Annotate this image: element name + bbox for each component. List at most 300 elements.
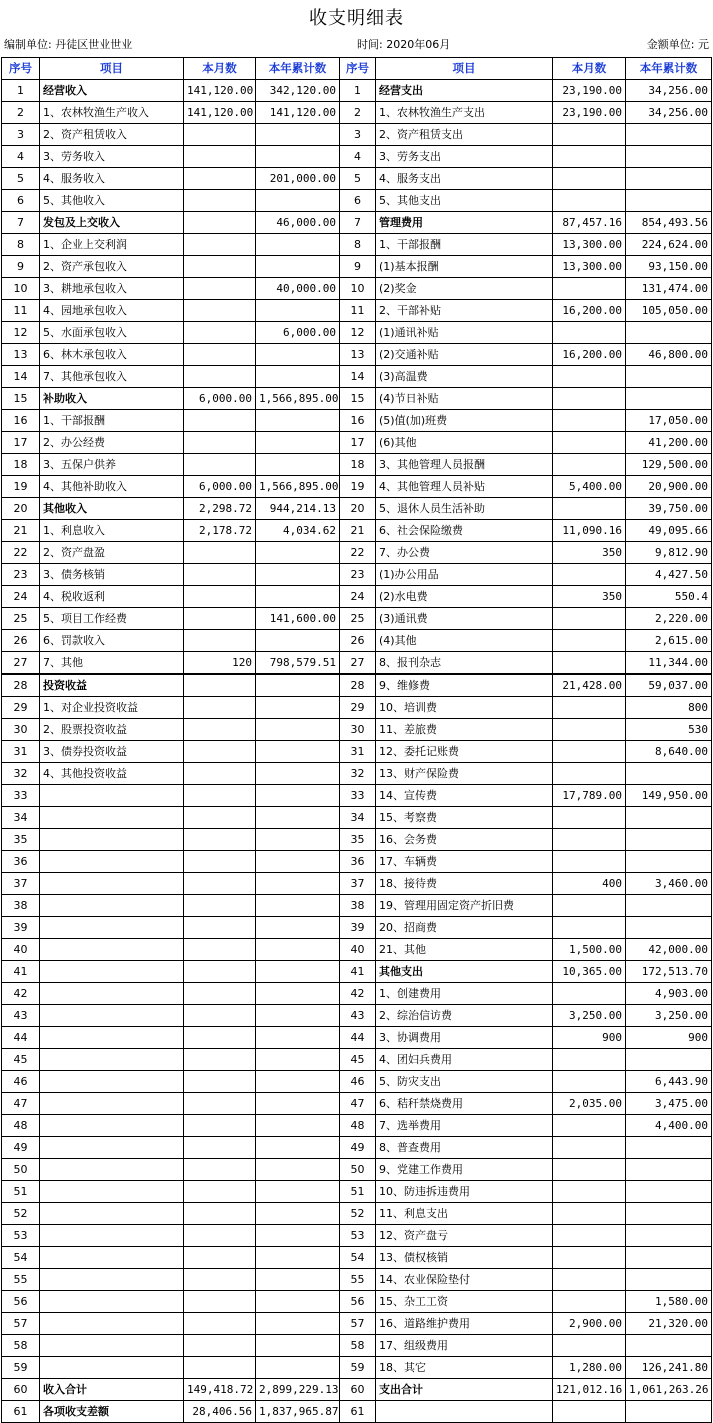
table-row — [2, 212, 712, 234]
expense-month-cell — [553, 741, 626, 763]
income-item-cell: 发包及上交收入 — [40, 212, 184, 234]
expense-ytd-cell — [626, 1159, 712, 1181]
table-row — [2, 829, 712, 851]
table-row — [2, 608, 712, 630]
table-row — [2, 80, 712, 102]
table-row — [2, 1115, 712, 1137]
income-item-cell: 3、债务核销 — [40, 564, 184, 586]
expense-month-cell: 11,090.16 — [553, 520, 626, 542]
expense-item-cell: 1、农林牧渔生产支出 — [376, 102, 553, 124]
income-month-cell — [184, 851, 256, 873]
income-ytd-cell: 141,120.00 — [256, 102, 340, 124]
table-row — [2, 1159, 712, 1181]
income-month-cell — [184, 586, 256, 608]
expense-month-cell — [553, 1137, 626, 1159]
expense-item-cell: 20、招商费 — [376, 917, 553, 939]
table-row — [2, 630, 712, 652]
income-month-cell — [184, 1093, 256, 1115]
income-item-cell — [40, 1335, 184, 1357]
expense-item-cell: 1、创建费用 — [376, 983, 553, 1005]
expense-ytd-cell: 39,750.00 — [626, 498, 712, 520]
expense-ytd-cell — [626, 895, 712, 917]
income-ytd-cell — [256, 1269, 340, 1291]
expense-seq-cell: 8 — [340, 234, 376, 256]
expense-item-cell: 经营支出 — [376, 80, 553, 102]
expense-item-cell: (1)通讯补贴 — [376, 322, 553, 344]
expense-item-cell: 19、管理用固定资产折旧费 — [376, 895, 553, 917]
income-month-cell: 6,000.00 — [184, 388, 256, 410]
income-month-cell — [184, 344, 256, 366]
income-seq-cell: 43 — [2, 1005, 40, 1027]
header-item-right: 项目 — [376, 58, 553, 80]
expense-ytd-cell: 4,400.00 — [626, 1115, 712, 1137]
income-month-cell — [184, 873, 256, 895]
table-row — [2, 1379, 712, 1401]
table-row — [2, 278, 712, 300]
income-item-cell: 投资收益 — [40, 674, 184, 697]
income-ytd-cell: 1,566,895.00 — [256, 388, 340, 410]
expense-seq-cell: 54 — [340, 1247, 376, 1269]
income-item-cell — [40, 807, 184, 829]
table-row — [2, 961, 712, 983]
expense-item-cell: 10、防违拆违费用 — [376, 1181, 553, 1203]
expense-month-cell: 23,190.00 — [553, 102, 626, 124]
expense-item-cell: 5、防灾支出 — [376, 1071, 553, 1093]
table-row — [2, 697, 712, 719]
income-item-cell — [40, 1225, 184, 1247]
income-month-cell — [184, 1225, 256, 1247]
income-item-cell — [40, 983, 184, 1005]
income-ytd-cell — [256, 1115, 340, 1137]
income-item-cell: 4、其他补助收入 — [40, 476, 184, 498]
expense-item-cell: 8、报刊杂志 — [376, 652, 553, 675]
income-seq-cell: 51 — [2, 1181, 40, 1203]
income-item-cell: 其他收入 — [40, 498, 184, 520]
income-item-cell: 6、林木承包收入 — [40, 344, 184, 366]
expense-month-cell — [553, 1269, 626, 1291]
expense-item-cell: 15、杂工工资 — [376, 1291, 553, 1313]
income-item-cell: 5、项目工作经费 — [40, 608, 184, 630]
expense-item-cell: 3、劳务支出 — [376, 146, 553, 168]
expense-ytd-cell: 59,037.00 — [626, 674, 712, 697]
income-ytd-cell — [256, 1291, 340, 1313]
income-month-cell: 2,178.72 — [184, 520, 256, 542]
income-month-cell — [184, 300, 256, 322]
expense-ytd-cell: 4,903.00 — [626, 983, 712, 1005]
expense-item-cell: 13、财产保险费 — [376, 763, 553, 785]
income-item-cell: 4、园地承包收入 — [40, 300, 184, 322]
expense-item-cell: 16、道路维护费用 — [376, 1313, 553, 1335]
income-item-cell: 2、资产承包收入 — [40, 256, 184, 278]
income-seq-cell: 29 — [2, 697, 40, 719]
income-seq-cell: 32 — [2, 763, 40, 785]
expense-ytd-cell — [626, 1049, 712, 1071]
expense-item-cell: 14、农业保险垫付 — [376, 1269, 553, 1291]
income-seq-cell: 54 — [2, 1247, 40, 1269]
income-ytd-cell — [256, 1335, 340, 1357]
income-seq-cell: 59 — [2, 1357, 40, 1379]
expense-ytd-cell: 9,812.90 — [626, 542, 712, 564]
income-month-cell — [184, 1291, 256, 1313]
expense-month-cell — [553, 630, 626, 652]
income-item-cell: 1、对企业投资收益 — [40, 697, 184, 719]
table-row — [2, 851, 712, 873]
expense-month-cell: 21,428.00 — [553, 674, 626, 697]
table-row — [2, 1137, 712, 1159]
income-ytd-cell — [256, 939, 340, 961]
income-ytd-cell — [256, 1137, 340, 1159]
income-item-cell — [40, 1247, 184, 1269]
expense-month-cell — [553, 366, 626, 388]
income-item-cell: 3、耕地承包收入 — [40, 278, 184, 300]
expense-item-cell: 3、其他管理人员报酬 — [376, 454, 553, 476]
income-ytd-cell — [256, 1313, 340, 1335]
expense-ytd-cell — [626, 917, 712, 939]
income-seq-cell: 49 — [2, 1137, 40, 1159]
expense-month-cell: 121,012.16 — [553, 1379, 626, 1401]
expense-ytd-cell: 530 — [626, 719, 712, 741]
income-item-cell — [40, 829, 184, 851]
income-month-cell — [184, 785, 256, 807]
table-row — [2, 1247, 712, 1269]
income-ytd-cell — [256, 983, 340, 1005]
income-item-cell — [40, 1269, 184, 1291]
expense-ytd-cell: 550.4 — [626, 586, 712, 608]
expense-month-cell — [553, 1401, 626, 1423]
income-ytd-cell: 798,579.51 — [256, 652, 340, 675]
expense-item-cell: (1)基本报酬 — [376, 256, 553, 278]
expense-item-cell: (1)办公用品 — [376, 564, 553, 586]
expense-ytd-cell: 900 — [626, 1027, 712, 1049]
income-seq-cell: 8 — [2, 234, 40, 256]
expense-ytd-cell: 172,513.70 — [626, 961, 712, 983]
income-month-cell — [184, 1313, 256, 1335]
expense-month-cell: 17,789.00 — [553, 785, 626, 807]
table-row — [2, 498, 712, 520]
expense-item-cell: 17、车辆费 — [376, 851, 553, 873]
table-row — [2, 652, 712, 675]
expense-seq-cell: 16 — [340, 410, 376, 432]
expense-seq-cell: 30 — [340, 719, 376, 741]
expense-item-cell: (2)水电费 — [376, 586, 553, 608]
currency-label: 金额单位: 元 — [646, 38, 709, 51]
expense-month-cell — [553, 983, 626, 1005]
expense-month-cell — [553, 807, 626, 829]
expense-item-cell: 4、其他管理人员补贴 — [376, 476, 553, 498]
expense-item-cell: (6)其他 — [376, 432, 553, 454]
expense-month-cell: 10,365.00 — [553, 961, 626, 983]
income-item-cell — [40, 917, 184, 939]
table-row — [2, 542, 712, 564]
income-ytd-cell — [256, 1225, 340, 1247]
expense-seq-cell: 61 — [340, 1401, 376, 1423]
income-seq-cell: 56 — [2, 1291, 40, 1313]
expense-seq-cell: 26 — [340, 630, 376, 652]
expense-ytd-cell: 131,474.00 — [626, 278, 712, 300]
expense-item-cell: 14、宣传费 — [376, 785, 553, 807]
income-month-cell — [184, 168, 256, 190]
income-month-cell — [184, 564, 256, 586]
income-seq-cell: 11 — [2, 300, 40, 322]
income-item-cell — [40, 1115, 184, 1137]
table-row — [2, 1401, 712, 1423]
expense-item-cell: 其他支出 — [376, 961, 553, 983]
expense-item-cell: (2)交通补贴 — [376, 344, 553, 366]
income-month-cell: 141,120.00 — [184, 102, 256, 124]
income-ytd-cell — [256, 741, 340, 763]
expense-item-cell: 6、社会保险缴费 — [376, 520, 553, 542]
income-month-cell — [184, 1159, 256, 1181]
expense-item-cell: 8、普查费用 — [376, 1137, 553, 1159]
expense-seq-cell: 43 — [340, 1005, 376, 1027]
expense-month-cell: 16,200.00 — [553, 344, 626, 366]
expense-item-cell: (3)通讯费 — [376, 608, 553, 630]
table-row — [2, 1027, 712, 1049]
table-row — [2, 763, 712, 785]
income-seq-cell: 45 — [2, 1049, 40, 1071]
income-month-cell — [184, 234, 256, 256]
expense-ytd-cell: 1,580.00 — [626, 1291, 712, 1313]
income-month-cell — [184, 895, 256, 917]
expense-month-cell — [553, 1291, 626, 1313]
expense-month-cell: 23,190.00 — [553, 80, 626, 102]
income-item-cell: 收入合计 — [40, 1379, 184, 1401]
income-item-cell: 各项收支差额 — [40, 1401, 184, 1423]
expense-month-cell — [553, 1335, 626, 1357]
income-ytd-cell: 1,566,895.00 — [256, 476, 340, 498]
expense-seq-cell: 51 — [340, 1181, 376, 1203]
income-ytd-cell — [256, 1181, 340, 1203]
expense-seq-cell: 58 — [340, 1335, 376, 1357]
income-ytd-cell — [256, 1071, 340, 1093]
income-month-cell — [184, 146, 256, 168]
expense-month-cell — [553, 763, 626, 785]
expense-seq-cell: 50 — [340, 1159, 376, 1181]
income-item-cell: 1、利息收入 — [40, 520, 184, 542]
expense-seq-cell: 53 — [340, 1225, 376, 1247]
expense-month-cell: 3,250.00 — [553, 1005, 626, 1027]
income-seq-cell: 1 — [2, 80, 40, 102]
income-month-cell — [184, 212, 256, 234]
expense-seq-cell: 12 — [340, 322, 376, 344]
expense-item-cell: 6、秸秆禁烧费用 — [376, 1093, 553, 1115]
income-ytd-cell — [256, 785, 340, 807]
income-seq-cell: 47 — [2, 1093, 40, 1115]
income-ytd-cell: 46,000.00 — [256, 212, 340, 234]
income-item-cell: 2、资产租赁收入 — [40, 124, 184, 146]
income-seq-cell: 34 — [2, 807, 40, 829]
expense-seq-cell: 56 — [340, 1291, 376, 1313]
income-month-cell: 28,406.56 — [184, 1401, 256, 1423]
income-month-cell — [184, 807, 256, 829]
income-month-cell: 141,120.00 — [184, 80, 256, 102]
expense-month-cell — [553, 697, 626, 719]
income-ytd-cell — [256, 1247, 340, 1269]
income-ytd-cell — [256, 300, 340, 322]
expense-seq-cell: 33 — [340, 785, 376, 807]
expense-month-cell — [553, 719, 626, 741]
expense-ytd-cell — [626, 366, 712, 388]
expense-ytd-cell: 11,344.00 — [626, 652, 712, 675]
income-item-cell: 补助收入 — [40, 388, 184, 410]
expense-month-cell — [553, 652, 626, 675]
income-item-cell — [40, 785, 184, 807]
income-month-cell — [184, 256, 256, 278]
income-item-cell: 5、水面承包收入 — [40, 322, 184, 344]
expense-seq-cell: 45 — [340, 1049, 376, 1071]
expense-seq-cell: 28 — [340, 674, 376, 697]
expense-month-cell — [553, 322, 626, 344]
expense-month-cell: 1,500.00 — [553, 939, 626, 961]
income-seq-cell: 40 — [2, 939, 40, 961]
expense-seq-cell: 57 — [340, 1313, 376, 1335]
expense-item-cell: 18、其它 — [376, 1357, 553, 1379]
table-row — [2, 1093, 712, 1115]
income-item-cell — [40, 1357, 184, 1379]
expense-ytd-cell: 6,443.90 — [626, 1071, 712, 1093]
income-seq-cell: 25 — [2, 608, 40, 630]
income-month-cell — [184, 983, 256, 1005]
expense-ytd-cell: 149,950.00 — [626, 785, 712, 807]
table-row — [2, 1313, 712, 1335]
expense-ytd-cell — [626, 322, 712, 344]
expense-ytd-cell — [626, 168, 712, 190]
expense-month-cell — [553, 410, 626, 432]
expense-ytd-cell: 34,256.00 — [626, 102, 712, 124]
income-ytd-cell — [256, 1203, 340, 1225]
income-ytd-cell — [256, 961, 340, 983]
income-seq-cell: 10 — [2, 278, 40, 300]
expense-month-cell: 13,300.00 — [553, 256, 626, 278]
expense-seq-cell: 29 — [340, 697, 376, 719]
expense-ytd-cell — [626, 388, 712, 410]
header-row — [2, 58, 712, 80]
income-seq-cell: 39 — [2, 917, 40, 939]
income-ytd-cell — [256, 146, 340, 168]
income-seq-cell: 58 — [2, 1335, 40, 1357]
table-row — [2, 939, 712, 961]
expense-item-cell: (4)其他 — [376, 630, 553, 652]
expense-item-cell: 7、选举费用 — [376, 1115, 553, 1137]
income-ytd-cell — [256, 895, 340, 917]
income-ytd-cell — [256, 234, 340, 256]
income-item-cell: 4、服务收入 — [40, 168, 184, 190]
header-ytd-left: 本年累计数 — [256, 58, 340, 80]
income-item-cell: 3、劳务收入 — [40, 146, 184, 168]
income-item-cell: 1、企业上交利润 — [40, 234, 184, 256]
expense-month-cell — [553, 146, 626, 168]
income-month-cell — [184, 741, 256, 763]
expense-item-cell: 管理费用 — [376, 212, 553, 234]
income-ytd-cell — [256, 719, 340, 741]
income-month-cell: 149,418.72 — [184, 1379, 256, 1401]
income-month-cell — [184, 674, 256, 697]
income-item-cell — [40, 851, 184, 873]
expense-item-cell: 17、组级费用 — [376, 1335, 553, 1357]
income-month-cell — [184, 1269, 256, 1291]
income-item-cell — [40, 895, 184, 917]
income-ytd-cell: 1,837,965.87 — [256, 1401, 340, 1423]
income-month-cell — [184, 630, 256, 652]
expense-item-cell: 12、资产盘亏 — [376, 1225, 553, 1247]
expense-item-cell: 3、协调费用 — [376, 1027, 553, 1049]
income-month-cell — [184, 1027, 256, 1049]
income-month-cell — [184, 763, 256, 785]
header-seq-left: 序号 — [2, 58, 40, 80]
income-ytd-cell — [256, 454, 340, 476]
ledger-table — [1, 57, 712, 1423]
expense-seq-cell: 2 — [340, 102, 376, 124]
income-ytd-cell — [256, 1159, 340, 1181]
income-item-cell — [40, 961, 184, 983]
expense-item-cell: (2)奖金 — [376, 278, 553, 300]
income-seq-cell: 35 — [2, 829, 40, 851]
income-seq-cell: 19 — [2, 476, 40, 498]
income-month-cell — [184, 1137, 256, 1159]
income-month-cell — [184, 1049, 256, 1071]
expense-seq-cell: 36 — [340, 851, 376, 873]
expense-item-cell — [376, 1401, 553, 1423]
expense-ytd-cell: 20,900.00 — [626, 476, 712, 498]
income-item-cell: 7、其他 — [40, 652, 184, 675]
income-ytd-cell: 2,899,229.13 — [256, 1379, 340, 1401]
income-item-cell: 2、办公经费 — [40, 432, 184, 454]
expense-item-cell: 5、退休人员生活补助 — [376, 498, 553, 520]
income-seq-cell: 20 — [2, 498, 40, 520]
expense-seq-cell: 4 — [340, 146, 376, 168]
expense-month-cell: 87,457.16 — [553, 212, 626, 234]
expense-seq-cell: 5 — [340, 168, 376, 190]
table-row — [2, 564, 712, 586]
table-row — [2, 719, 712, 741]
income-ytd-cell: 201,000.00 — [256, 168, 340, 190]
expense-seq-cell: 44 — [340, 1027, 376, 1049]
table-row — [2, 366, 712, 388]
expense-seq-cell: 10 — [340, 278, 376, 300]
expense-seq-cell: 3 — [340, 124, 376, 146]
expense-ytd-cell — [626, 1335, 712, 1357]
income-seq-cell: 61 — [2, 1401, 40, 1423]
income-seq-cell: 33 — [2, 785, 40, 807]
income-item-cell — [40, 1313, 184, 1335]
income-month-cell — [184, 454, 256, 476]
income-item-cell: 4、税收返利 — [40, 586, 184, 608]
expense-month-cell — [553, 1115, 626, 1137]
table-row — [2, 674, 712, 697]
header-month-left: 本月数 — [184, 58, 256, 80]
expense-item-cell: 9、党建工作费用 — [376, 1159, 553, 1181]
expense-month-cell: 2,035.00 — [553, 1093, 626, 1115]
income-seq-cell: 27 — [2, 652, 40, 675]
income-ytd-cell — [256, 851, 340, 873]
expense-ytd-cell — [626, 851, 712, 873]
income-seq-cell: 22 — [2, 542, 40, 564]
income-ytd-cell — [256, 1357, 340, 1379]
income-item-cell: 3、债券投资收益 — [40, 741, 184, 763]
table-row — [2, 256, 712, 278]
expense-ytd-cell: 3,460.00 — [626, 873, 712, 895]
income-seq-cell: 21 — [2, 520, 40, 542]
table-row — [2, 586, 712, 608]
income-item-cell: 1、干部报酬 — [40, 410, 184, 432]
income-ytd-cell — [256, 1005, 340, 1027]
income-seq-cell: 31 — [2, 741, 40, 763]
table-row — [2, 300, 712, 322]
expense-item-cell: (5)值(加)班费 — [376, 410, 553, 432]
income-month-cell — [184, 1203, 256, 1225]
income-seq-cell: 30 — [2, 719, 40, 741]
expense-seq-cell: 32 — [340, 763, 376, 785]
